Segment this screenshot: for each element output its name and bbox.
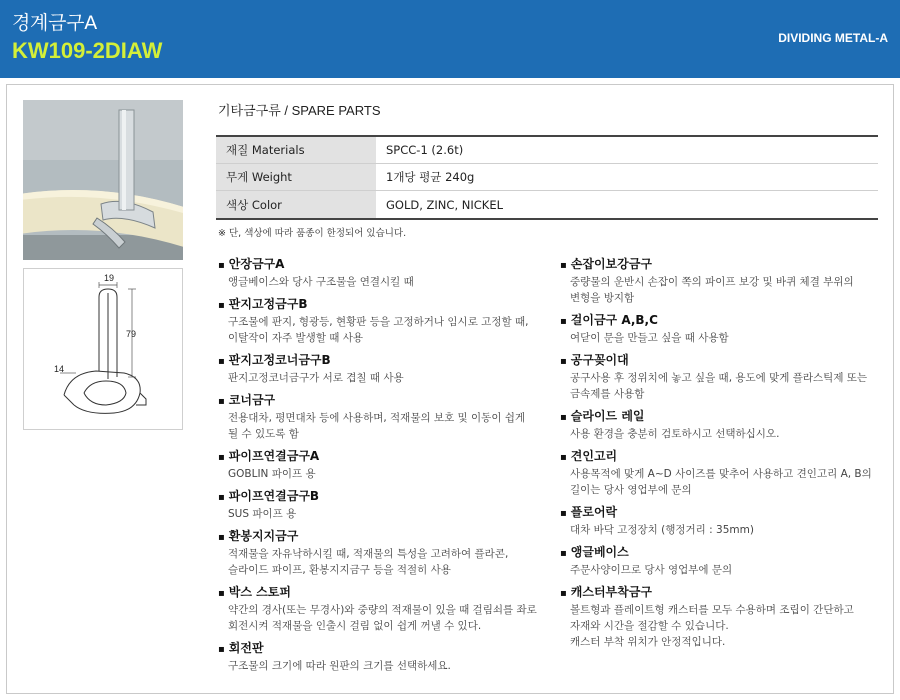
list-item bbox=[218, 296, 548, 346]
list-item bbox=[218, 528, 548, 578]
parts-list-right bbox=[560, 256, 890, 656]
spec-key: 재질 Materials bbox=[216, 137, 376, 163]
item-desc: 이탈작이 자주 발생할 때 사용 bbox=[228, 332, 364, 344]
item-desc: 자재와 시간을 절감할 수 있습니다. bbox=[570, 620, 729, 632]
color-note: ※ 단, 색상에 따라 품종이 한정되어 있습니다. bbox=[218, 228, 407, 239]
list-item bbox=[560, 504, 890, 538]
list-item bbox=[560, 256, 890, 306]
spec-row-weight bbox=[216, 164, 878, 191]
item-desc: 앵글베이스와 당사 구조물을 연결시킬 때 bbox=[228, 276, 414, 288]
item-title: ▪ 캐스터부착금구 bbox=[560, 584, 890, 602]
header-bar bbox=[0, 0, 900, 78]
list-item bbox=[560, 544, 890, 578]
item-desc: SUS 파이프 용 bbox=[228, 508, 297, 520]
product-photo bbox=[23, 100, 183, 260]
list-item bbox=[218, 256, 548, 290]
item-title: ▪ 손잡이보강금구 bbox=[560, 256, 890, 274]
item-title: ▪ 환봉지지금구 bbox=[218, 528, 548, 546]
list-item bbox=[218, 448, 548, 482]
item-desc: 적재물을 자유낙하시킬 때, 적재물의 특성을 고려하여 플라콘, bbox=[228, 548, 509, 560]
item-title: ▪ 파이프연결금구A bbox=[218, 448, 548, 466]
list-item bbox=[560, 408, 890, 442]
item-title: ▪ 앵글베이스 bbox=[560, 544, 890, 562]
item-desc: 캐스터 부착 위치가 안정적입니다. bbox=[570, 636, 726, 648]
item-title: ▪ 안장금구A bbox=[218, 256, 548, 274]
item-title: ▪ 코너금구 bbox=[218, 392, 548, 410]
spec-value: 1개당 평균 240g bbox=[386, 170, 475, 184]
item-desc: 슬라이드 파이프, 환봉지지금구 등을 적절히 사용 bbox=[228, 564, 451, 576]
spec-row-materials bbox=[216, 137, 878, 164]
item-desc: 사용목적에 맞게 A~D 사이즈를 맞추어 사용하고 견인고리 A, B의 bbox=[570, 468, 872, 480]
list-item bbox=[218, 352, 548, 386]
product-title-korean: 경계금구A bbox=[12, 12, 97, 34]
item-desc: 대차 바닥 고정장치 (행정거리 : 35mm) bbox=[570, 524, 754, 536]
item-desc: 여닫이 문을 만들고 싶을 때 사용함 bbox=[570, 332, 729, 344]
item-desc: 금속제를 사용함 bbox=[570, 388, 645, 400]
item-desc: 구조물에 판지, 형광등, 현황판 등을 고정하거나 임시로 고정할 때, bbox=[228, 316, 529, 328]
item-title: ▪ 공구꽂이대 bbox=[560, 352, 890, 370]
dimension-drawing bbox=[23, 268, 183, 430]
list-item bbox=[218, 640, 548, 674]
spec-value: GOLD, ZINC, NICKEL bbox=[386, 197, 503, 212]
product-code: KW109-2DIAW bbox=[12, 38, 163, 63]
item-desc: 볼트형과 플레이트형 캐스터를 모두 수용하며 조립이 간단하고 bbox=[570, 604, 854, 616]
dimension-side-label: 14 bbox=[54, 364, 65, 374]
dimension-width-label: 19 bbox=[104, 273, 115, 283]
item-desc: 주문사양이므로 당사 영업부에 문의 bbox=[570, 564, 733, 576]
item-title: ▪ 견인고리 bbox=[560, 448, 890, 466]
item-title: ▪ 박스 스토퍼 bbox=[218, 584, 548, 602]
item-desc: 사용 환경을 충분히 검토하시고 선택하십시오. bbox=[570, 428, 780, 440]
list-item bbox=[560, 352, 890, 402]
item-desc: 회전시켜 적재물을 인출시 걸림 없이 쉽게 꺼낼 수 있다. bbox=[228, 620, 482, 632]
dimension-drawing-svg bbox=[24, 269, 182, 429]
item-title: ▪ 판지고정금구B bbox=[218, 296, 548, 314]
list-item bbox=[560, 312, 890, 346]
item-desc: 변형을 방지함 bbox=[570, 292, 635, 304]
product-title-english: DIVIDING METAL-A bbox=[778, 31, 888, 45]
parts-list-left bbox=[218, 256, 548, 680]
item-desc: 길이는 당사 영업부에 문의 bbox=[570, 484, 692, 496]
spec-key: 색상 Color bbox=[216, 191, 376, 218]
item-desc: GOBLIN 파이프 용 bbox=[228, 468, 316, 480]
item-desc: 약간의 경사(또는 무경사)와 중량의 적재물이 있을 때 걸림쇠를 좌로 bbox=[228, 604, 537, 616]
item-desc: 중량물의 운반시 손잡이 쪽의 파이프 보강 및 바퀴 체결 부위의 bbox=[570, 276, 854, 288]
list-item bbox=[218, 584, 548, 634]
spec-table bbox=[216, 135, 878, 220]
product-photo-illustration bbox=[23, 100, 183, 260]
spec-key: 무게 Weight bbox=[216, 164, 376, 190]
item-title: ▪ 플로어락 bbox=[560, 504, 890, 522]
item-title: ▪ 판지고정코너금구B bbox=[218, 352, 548, 370]
item-title: ▪ 파이프연결금구B bbox=[218, 488, 548, 506]
list-item bbox=[218, 392, 548, 442]
dimension-height-label: 79 bbox=[126, 329, 137, 339]
section-title: 기타금구류 / SPARE PARTS bbox=[218, 103, 381, 118]
item-desc: 공구사용 후 정위치에 놓고 싶을 때, 용도에 맞게 플라스틱제 또는 bbox=[570, 372, 868, 384]
item-desc: 전용대차, 평면대차 등에 사용하며, 적재물의 보호 및 이동이 쉽게 bbox=[228, 412, 526, 424]
item-title: ▪ 슬라이드 레일 bbox=[560, 408, 890, 426]
spec-row-color bbox=[216, 191, 878, 218]
spec-value: SPCC-1 (2.6t) bbox=[386, 143, 464, 157]
list-item bbox=[560, 448, 890, 498]
item-desc: 판지고정코너금구가 서로 겹칠 때 사용 bbox=[228, 372, 404, 384]
item-desc: 구조물의 크기에 따라 원판의 크기를 선택하세요. bbox=[228, 660, 451, 672]
list-item bbox=[560, 584, 890, 650]
item-title: ▪ 회전판 bbox=[218, 640, 548, 658]
item-desc: 될 수 있도록 함 bbox=[228, 428, 299, 440]
item-title: ▪ 걸이금구 A,B,C bbox=[560, 312, 890, 330]
list-item bbox=[218, 488, 548, 522]
